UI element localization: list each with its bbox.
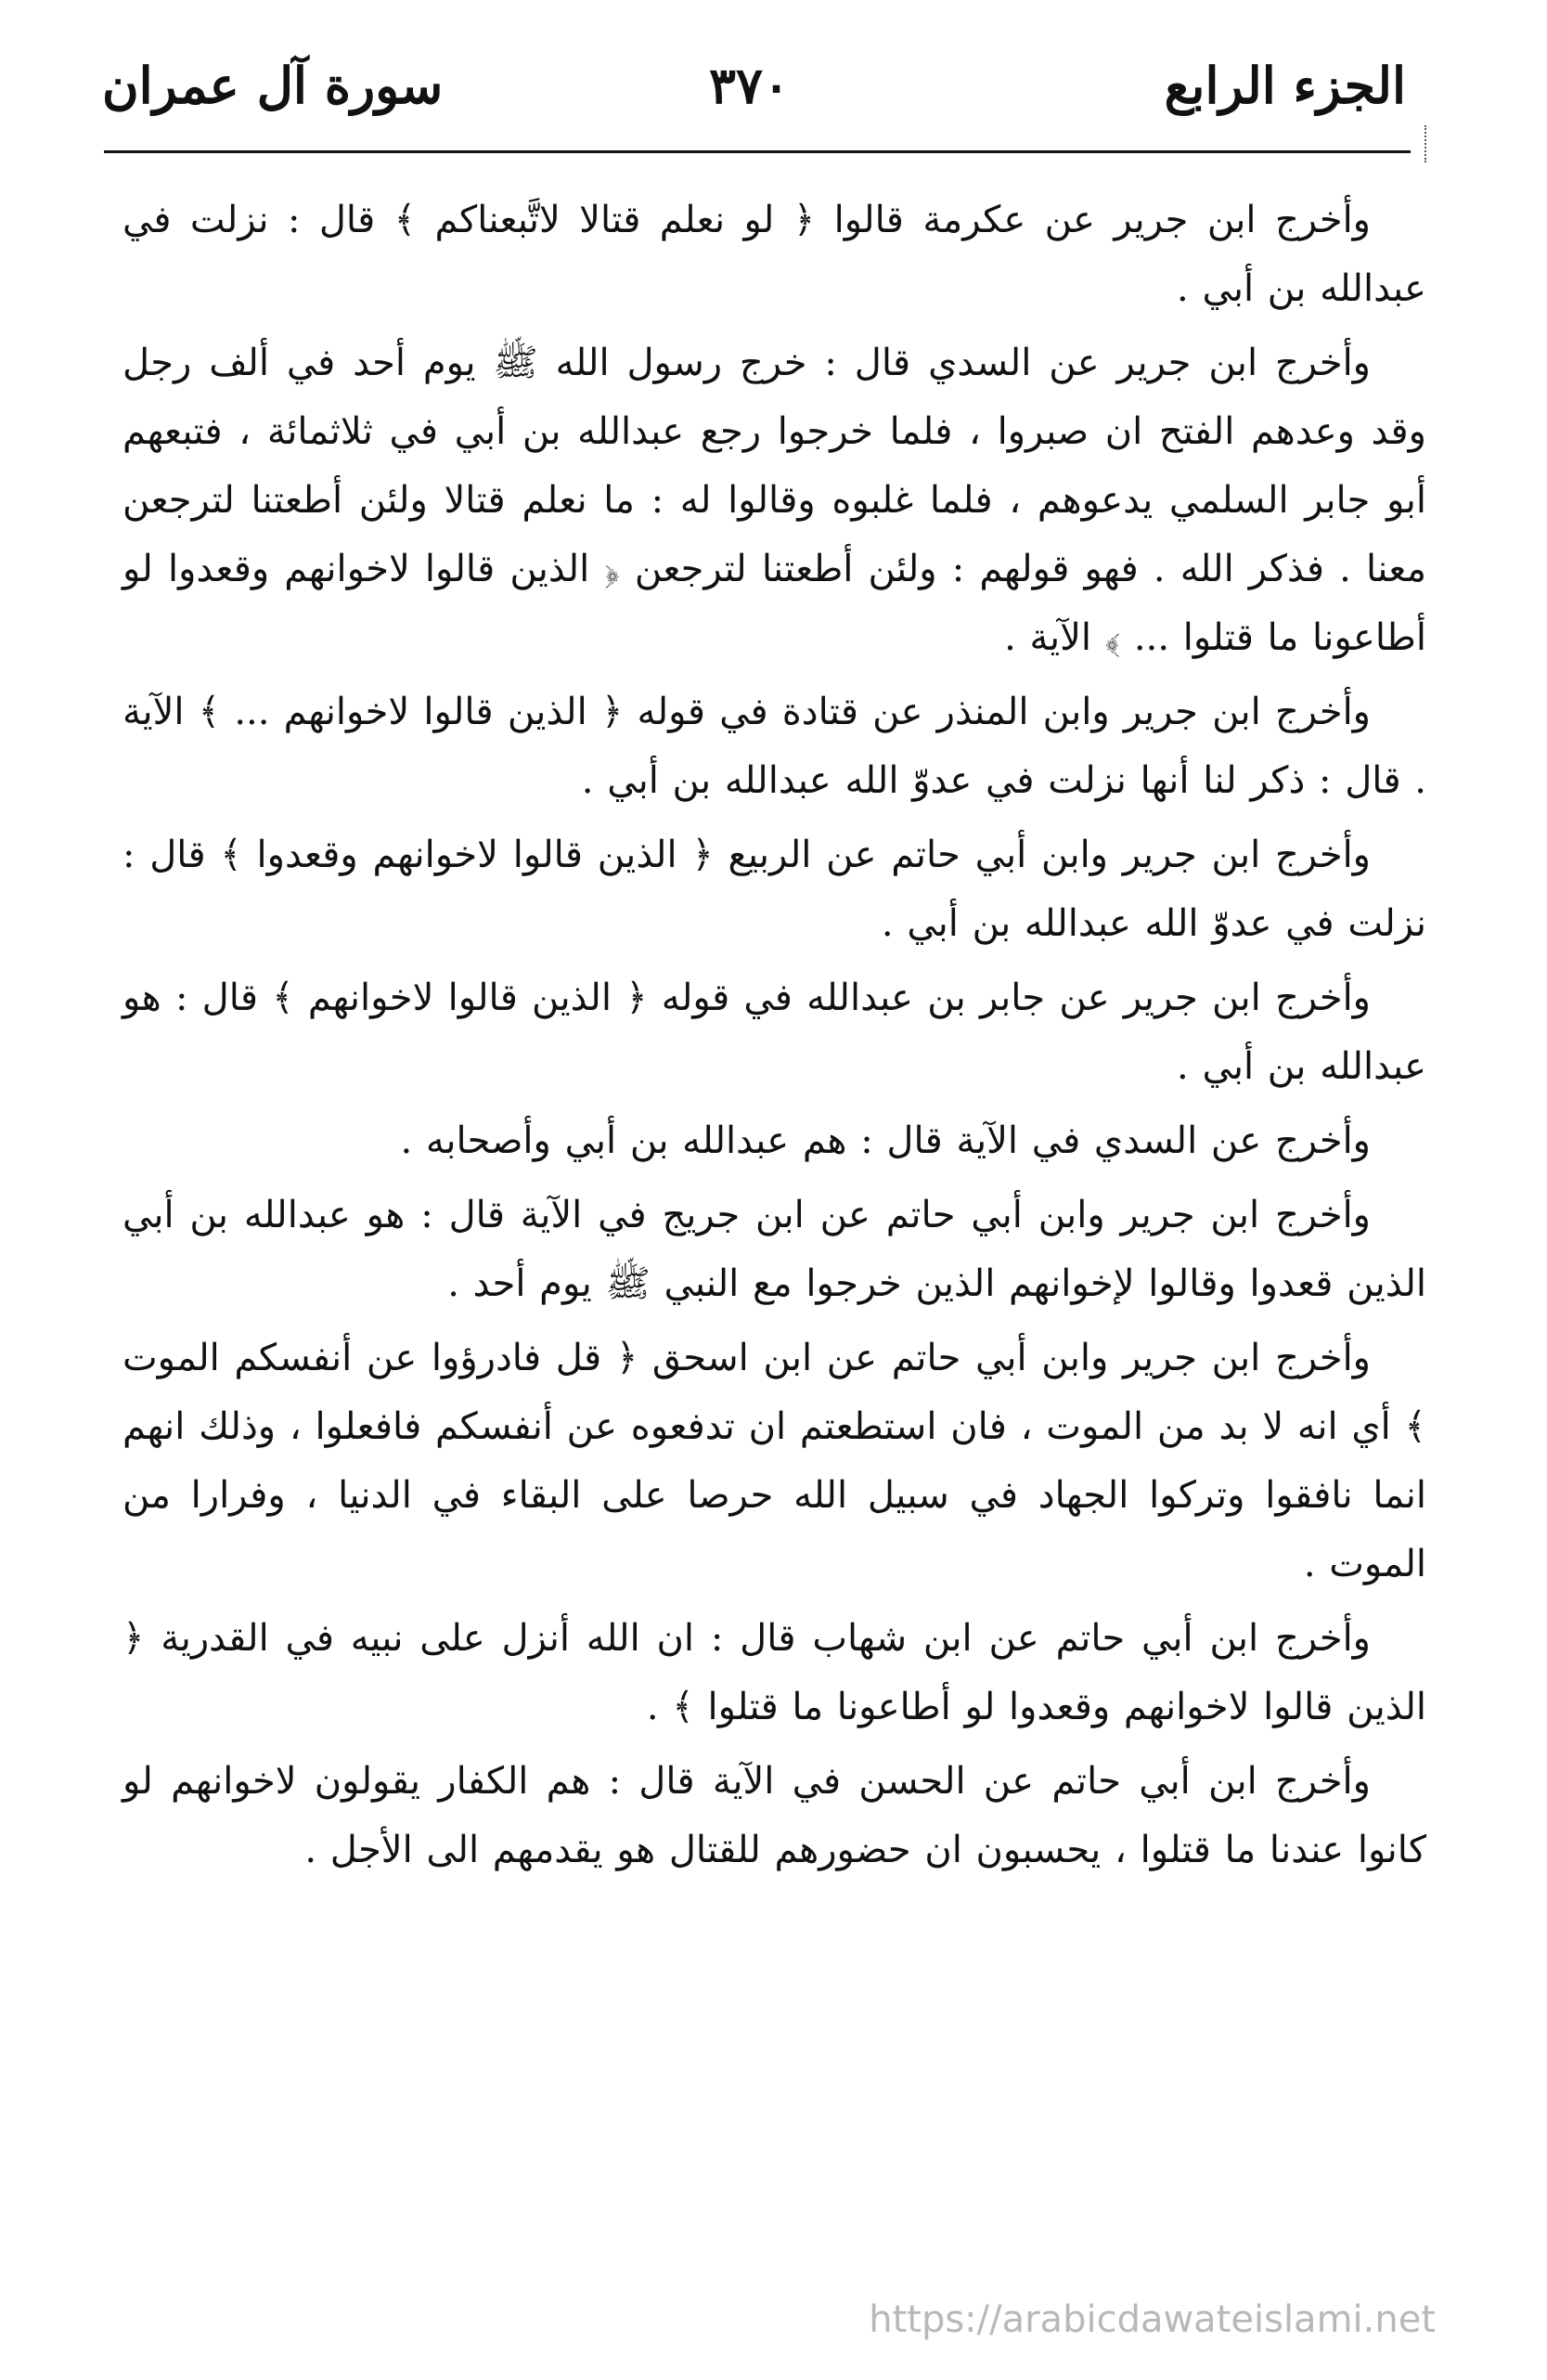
paragraph-4: وأخرج ابن جرير وابن أبي حاتم عن الربيع ﴿ الذين قالوا لاخوانهم وقعدوا ﴾ قال : نزلت في عدوّ الله عبدالله بن أبي . [122,834,1426,945]
paragraph-1: وأخرج ابن جرير عن عكرمة قالوا ﴿ لو نعلم قتالا لاتَّبعناكم ﴾ قال : نزلت في عبدالله بن أبي . [122,199,1426,310]
margin-mark [1421,125,1426,162]
paragraph-9: وأخرج ابن أبي حاتم عن ابن شهاب قال : ان الله أنزل على نبيه في القدرية ﴿ الذين قالوا لاخوانهم وقعدوا لو أطاعونا ما قتلوا ﴾ . [122,1617,1426,1728]
page-header [93,46,1406,139]
surah-title: سورة آل عمران [102,56,444,115]
paragraph-6: وأخرج عن السدي في الآية قال : هم عبدالله بن أبي وأصحابه . [400,1119,1371,1162]
paragraph-5: وأخرج ابن جرير عن جابر بن عبدالله في قوله ﴿ الذين قالوا لاخوانهم ﴾ قال : هو عبدالله بن أبي . [122,977,1426,1088]
paragraph-2: وأخرج ابن جرير عن السدي قال : خرج رسول الله ﷺ يوم أحد في ألف رجل وقد وعدهم الفتح ان صبروا ، فلما خرجوا رجع عبدالله بن أبي في ثلاثمائة ، فتبعهم أبو جابر السلمي يدعوهم ، فلما غلبوه وقالوا له : ما نعلم قتالا ولئن أطعتنا لترجعن معنا . فذكر الله . فهو قولهم : ولئن أطعتنا لترجعن ﴿ الذين قالوا لاخوانهم وقعدوا لو أطاعونا ما قتلوا ... ﴾ الآية . [122,342,1426,659]
part-title: الجزء الرابع [1164,56,1406,115]
paragraph-10: وأخرج ابن أبي حاتم عن الحسن في الآية قال : هم الكفار يقولون لاخوانهم لو كانوا عندنا ما قتلوا ، يحسبون ان حضورهم للقتال هو يقدمهم الى الأجل . [122,1760,1426,1871]
page-body [122,186,1426,1890]
header-divider [104,150,1411,153]
paragraph-7: وأخرج ابن جرير وابن أبي حاتم عن ابن جريج في الآية قال : هو عبدالله بن أبي الذين قعدوا وقالوا لإخوانهم الذين خرجوا مع النبي ﷺ يوم أحد . [122,1194,1426,1305]
paragraph-8: وأخرج ابن جرير وابن أبي حاتم عن ابن اسحق ﴿ قل فادرؤوا عن أنفسكم الموت ﴾ أي انه لا بد من الموت ، فان استطعتم ان تدفعوه عن أنفسكم فافعلوا ، وذلك انهم انما نافقوا وتركوا الجهاد في سبيل الله حرصا على البقاء في الدنيا ، وفرارا من الموت . [122,1337,1426,1585]
page-number: ٣٧٠ [708,56,790,115]
source-watermark: https://arabicdawateislami.net [869,2298,1436,2341]
paragraph-3: وأخرج ابن جرير وابن المنذر عن قتادة في قوله ﴿ الذين قالوا لاخوانهم ... ﴾ الآية . قال : ذكر لنا أنها نزلت في عدوّ الله عبدالله بن أبي . [122,691,1426,802]
